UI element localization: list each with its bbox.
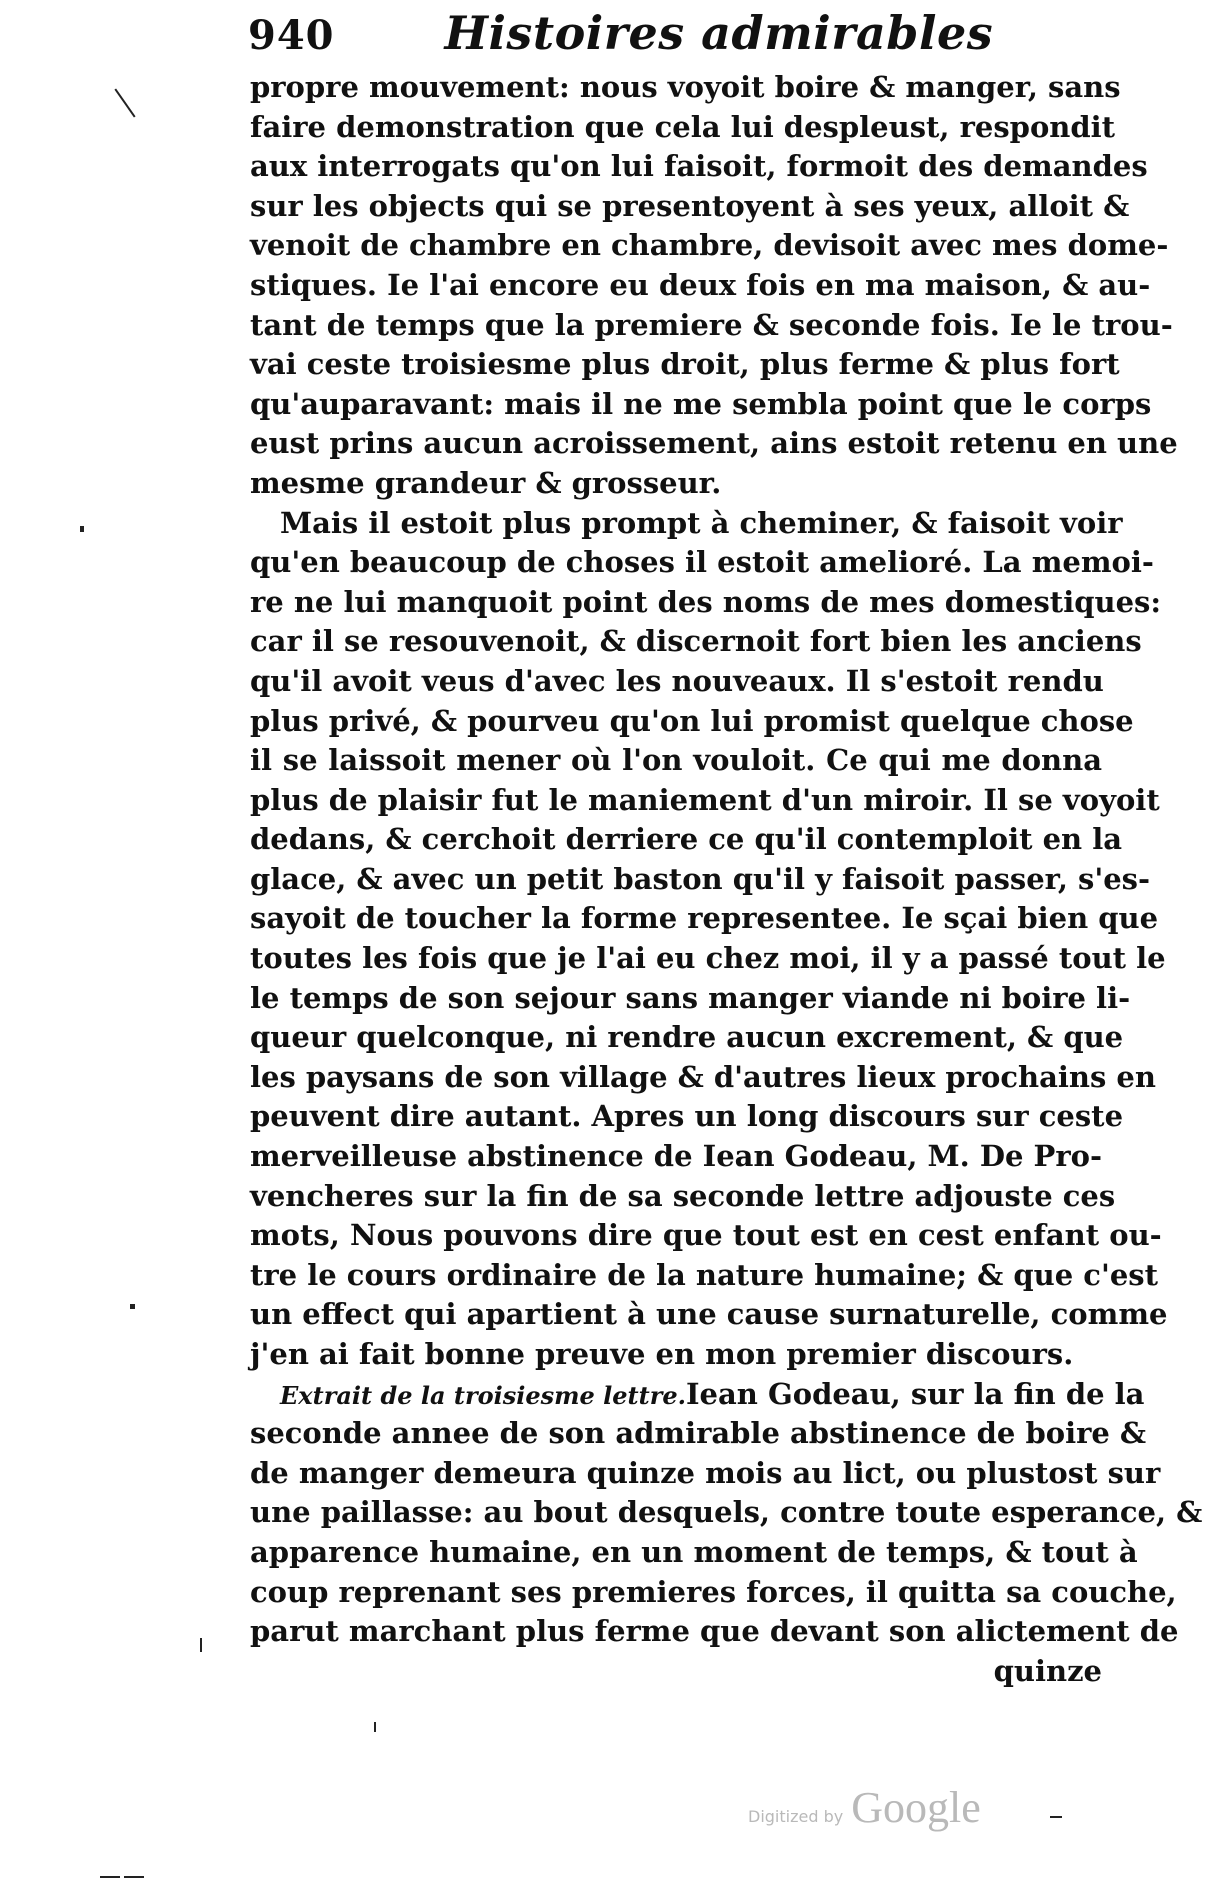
text-line: qu'en beaucoup de choses il estoit amelioré. La memoi- bbox=[250, 545, 1154, 580]
text-line: venoit de chambre en chambre, devisoit avec mes dome- bbox=[250, 228, 1169, 263]
text-line: sur les objects qui se presentoyent à ses yeux, alloit & bbox=[250, 188, 1130, 223]
scan-speck bbox=[1050, 1816, 1062, 1818]
text-line: mots, Nous pouvons dire que tout est en cest enfant ou- bbox=[250, 1218, 1162, 1253]
running-head: Histoires admirables bbox=[444, 6, 994, 60]
body-text bbox=[250, 68, 1203, 1691]
extract-lead: Extrait de la troisiesme lettre. bbox=[280, 1380, 686, 1410]
text-line: qu'il avoit veus d'avec les nouveaux. Il s'estoit rendu bbox=[250, 663, 1104, 698]
text-line: un effect qui apartient à une cause surnaturelle, comme bbox=[250, 1297, 1168, 1332]
paragraph-first-line: Mais il estoit plus prompt à cheminer, & faisoit voir bbox=[280, 505, 1123, 540]
text-line: propre mouvement: nous voyoit boire & manger, sans bbox=[250, 70, 1121, 104]
text-line: merveilleuse abstinence de Iean Godeau, M. De Pro- bbox=[250, 1139, 1102, 1174]
text-line: glace, & avec un petit baston qu'il y faisoit passer, s'es- bbox=[250, 861, 1151, 896]
text-line: les paysans de son village & d'autres lieux prochains en bbox=[250, 1059, 1156, 1094]
text-line: tant de temps que la premiere & seconde fois. Ie le trou- bbox=[250, 307, 1173, 342]
text-line: seconde annee de son admirable abstinence de boire & bbox=[250, 1416, 1147, 1451]
scan-speck bbox=[124, 1876, 144, 1878]
text-line: j'en ai fait bonne preuve en mon premier discours. bbox=[250, 1337, 1074, 1371]
text-line: faire demonstration que cela lui despleust, respondit bbox=[250, 109, 1116, 144]
text-line: toutes les fois que je l'ai eu chez moi, il y a passé tout le bbox=[250, 941, 1166, 976]
scan-speck bbox=[130, 1304, 135, 1309]
text-line: plus privé, & pourveu qu'on lui promist quelque chose bbox=[250, 703, 1134, 738]
scan-speck bbox=[100, 1876, 120, 1878]
text-line: re ne lui manquoit point des noms de mes domestiques: bbox=[250, 584, 1162, 619]
text-line: car il se resouvenoit, & discernoit fort bien les anciens bbox=[250, 624, 1142, 659]
digitization-watermark bbox=[748, 1782, 981, 1833]
text-line: stiques. Ie l'ai encore eu deux fois en ma maison, & au- bbox=[250, 267, 1151, 302]
watermark-small-text: Digitized by bbox=[748, 1807, 844, 1826]
scan-speck bbox=[200, 1638, 202, 1652]
watermark-logo-text: Google bbox=[851, 1783, 981, 1832]
text-line: une paillasse: au bout desquels, contre toute esperance, & bbox=[250, 1495, 1203, 1530]
text-line: aux interrogats qu'on lui faisoit, formoit des demandes bbox=[250, 149, 1148, 184]
text-line: il se laissoit mener où l'on vouloit. Ce qui me donna bbox=[250, 743, 1102, 778]
extract-first-line bbox=[250, 1375, 1145, 1415]
scan-speck bbox=[80, 526, 84, 532]
text-line: mesme grandeur & grosseur. bbox=[250, 465, 722, 500]
text-line: coup reprenant ses premieres forces, il quitta sa couche, bbox=[250, 1574, 1177, 1609]
page-header bbox=[248, 6, 1128, 66]
catchword: quinze bbox=[993, 1653, 1102, 1688]
extract-first-line-text: Iean Godeau, sur la fin de la bbox=[685, 1376, 1145, 1411]
text-line: dedans, & cerchoit derriere ce qu'il contemploit en la bbox=[250, 822, 1123, 857]
text-line: tre le cours ordinaire de la nature humaine; & que c'est bbox=[250, 1257, 1159, 1292]
text-line: peuvent dire autant. Apres un long discours sur ceste bbox=[250, 1099, 1124, 1134]
text-line: sayoit de toucher la forme representee. Ie sçai bien que bbox=[250, 901, 1159, 936]
scan-speck bbox=[114, 89, 135, 118]
text-line: de manger demeura quinze mois au lict, ou plustost sur bbox=[250, 1455, 1161, 1490]
text-line: queur quelconque, ni rendre aucun excrement, & que bbox=[250, 1020, 1124, 1055]
text-line: le temps de son sejour sans manger viande ni boire li- bbox=[250, 980, 1131, 1015]
text-line: qu'auparavant: mais il ne me sembla point que le corps bbox=[250, 386, 1152, 421]
text-line: parut marchant plus ferme que devant son alictement de bbox=[250, 1614, 1179, 1649]
text-line: plus de plaisir fut le maniement d'un miroir. Il se voyoit bbox=[250, 782, 1160, 817]
text-line: vencheres sur la fin de sa seconde lettre adjouste ces bbox=[250, 1178, 1116, 1213]
page-number: 940 bbox=[248, 12, 335, 59]
text-line: apparence humaine, en un moment de temps, & tout à bbox=[250, 1534, 1138, 1569]
text-line: vai ceste troisiesme plus droit, plus ferme & plus fort bbox=[250, 347, 1120, 382]
text-line: eust prins aucun acroissement, ains estoit retenu en une bbox=[250, 426, 1178, 461]
scan-speck bbox=[374, 1722, 376, 1732]
